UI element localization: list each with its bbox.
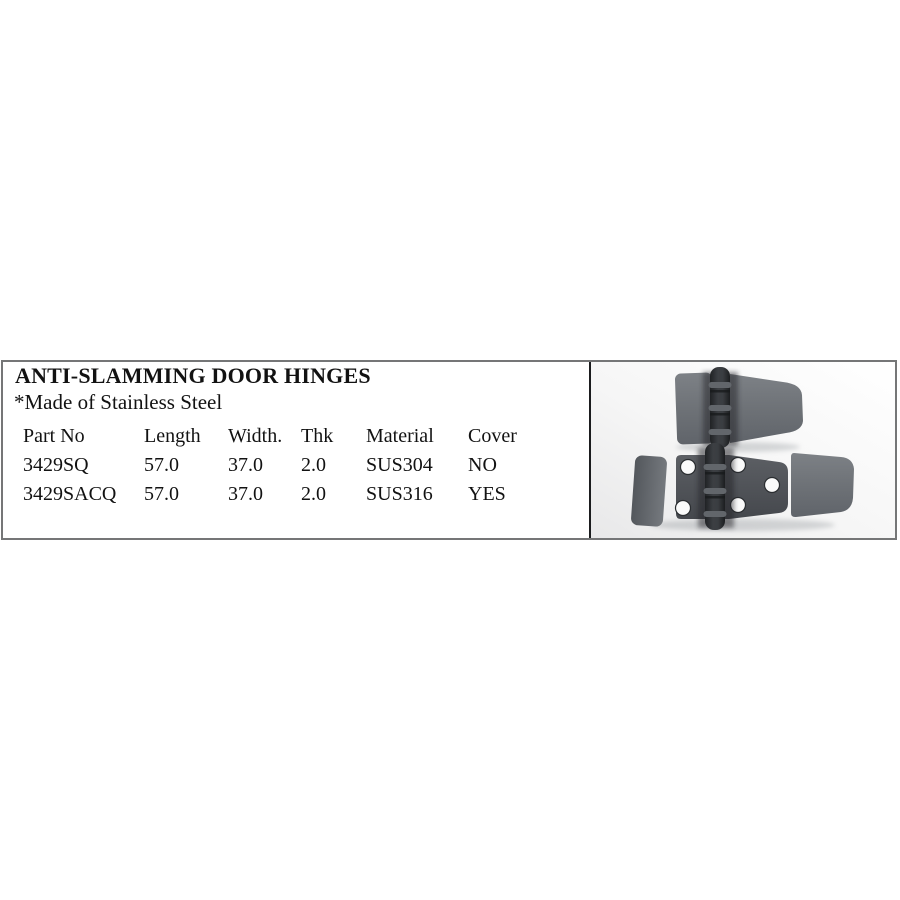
- bottom-hinge-shadow: [651, 519, 835, 531]
- hinge-photo-image: [591, 362, 895, 538]
- barrel-groove: [705, 496, 725, 499]
- cell-material: SUS304: [366, 454, 433, 476]
- cell-thk: 2.0: [301, 483, 326, 505]
- loose-cover-plate-left: [631, 455, 668, 527]
- col-header-thk: Thk: [301, 425, 334, 447]
- barrel-ridge: [704, 511, 727, 517]
- cell-length: 57.0: [144, 454, 179, 476]
- product-title: ANTI-SLAMMING DOOR HINGES: [15, 363, 371, 388]
- col-header-length: Length: [144, 425, 201, 447]
- material-note: *Made of Stainless Steel: [14, 390, 223, 414]
- cell-length: 57.0: [144, 483, 179, 505]
- barrel-ridge: [704, 464, 727, 470]
- barrel-groove: [705, 472, 725, 475]
- barrel-groove: [710, 390, 730, 393]
- cell-material: SUS316: [366, 483, 433, 505]
- product-photo: [591, 362, 895, 538]
- screw-hole: [681, 460, 696, 475]
- product-spec-panel: [1, 360, 897, 540]
- col-header-width: Width.: [228, 425, 283, 447]
- cell-thk: 2.0: [301, 454, 326, 476]
- barrel-groove: [710, 413, 730, 416]
- cell-cover: YES: [468, 483, 506, 505]
- cell-width: 37.0: [228, 483, 263, 505]
- barrel-ridge: [709, 429, 732, 435]
- cell-part-no: 3429SACQ: [23, 483, 117, 505]
- screw-hole: [765, 478, 780, 493]
- spec-text-cell: [3, 362, 589, 538]
- col-header-material: Material: [366, 425, 434, 447]
- spec-table: [22, 422, 547, 509]
- col-header-part-no: Part No: [23, 425, 85, 447]
- cell-cover: NO: [468, 454, 497, 476]
- barrel-ridge: [704, 488, 727, 494]
- loose-cover-plate-right: [791, 453, 854, 517]
- cell-part-no: 3429SQ: [23, 454, 89, 476]
- col-header-cover: Cover: [468, 425, 517, 447]
- barrel-ridge: [709, 405, 732, 411]
- screw-hole: [676, 501, 691, 516]
- barrel-ridge: [709, 382, 732, 388]
- cell-width: 37.0: [228, 454, 263, 476]
